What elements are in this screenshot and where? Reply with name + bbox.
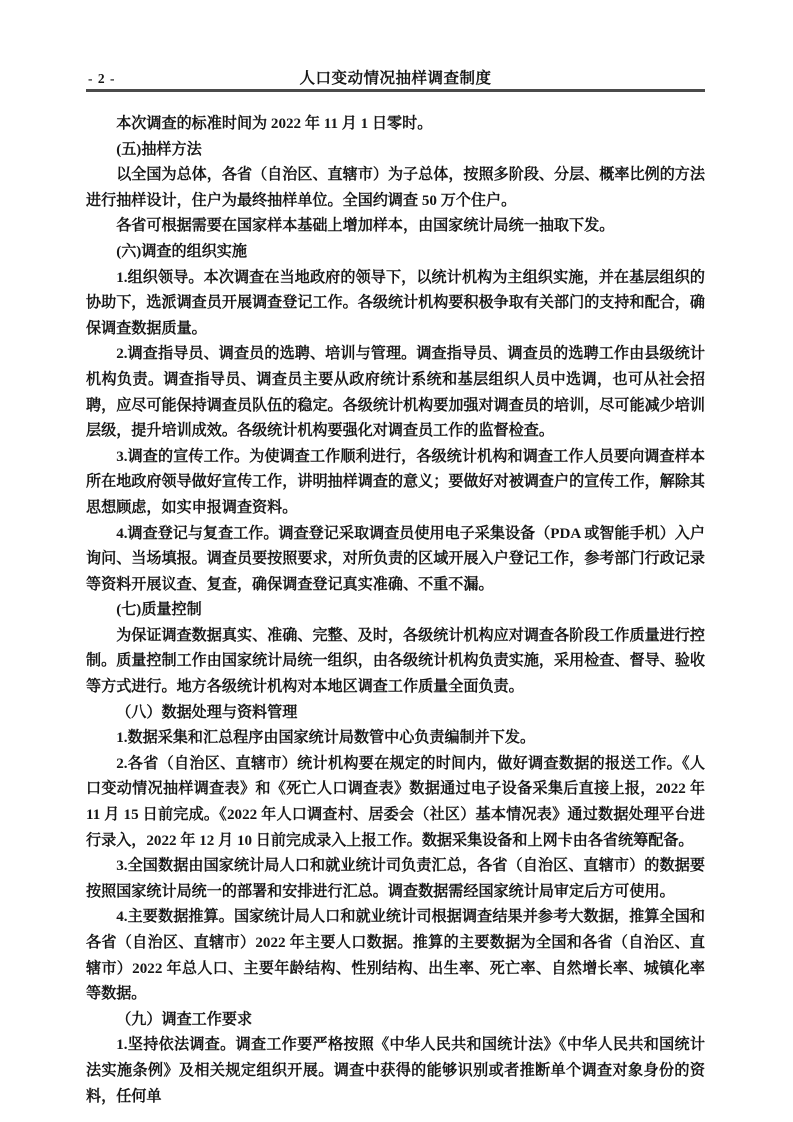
page-header: [86, 64, 705, 92]
para-item-3-national-aggregation: 3.全国数据由国家统计局人口和就业统计司负责汇总，各省（自治区、直辖市）的数据要按照国家统计局统一的部署和安排进行汇总。调查数据需经国家统计局审定后方可使用。: [86, 858, 705, 900]
heading-section-7-quality-control: (七)质量控制: [116, 602, 202, 619]
para-quality-control: 为保证调查数据真实、准确、完整、及时，各级统计机构应对调查各阶段工作质量进行控制。质量控制工作由国家统计局统一组织，由各级统计机构负责实施，采用检查、督导、验收等方式进行。地方各级统计机构对本地区调查工作质量全面负责。: [86, 627, 705, 696]
para-item-2-data-submission: 2.各省（自治区、直辖市）统计机构要在规定的时间内，做好调查数据的报送工作。《人口变动情况抽样调查表》和《死亡人口调查表》数据通过电子设备采集后直接上报，2022 年 11 月 15 日前完成。《2022 年人口调查村、居委会（社区）基本情况表》通过数据处理平台进行录入，2022 年 12 月 10 日前完成录入上报工作。数据采集设备和上网卡由各省统筹配备。: [86, 755, 705, 849]
para-item-1-leadership: 1.组织领导。本次调查在当地政府的领导下，以统计机构为主组织实施，并在基层组织的协助下，选派调查员开展调查登记工作。各级统计机构要积极争取有关部门的支持和配合，确保调查数据质量。: [86, 269, 705, 337]
heading-section-8-data-processing: （八）数据处理与资料管理: [116, 704, 298, 721]
para-sampling-design: 以全国为总体，各省（自治区、直辖市）为子总体，按照多阶段、分层、概率比例的方法进行抽样设计，住户为最终抽样单位。全国约调查 50 万个住户。: [86, 167, 705, 209]
para-provincial-samples: 各省可根据需要在国家样本基础上增加样本，由国家统计局统一抽取下发。: [116, 218, 615, 235]
heading-section-6-organization: (六)调查的组织实施: [116, 243, 247, 260]
para-item-2-recruitment-training: 2.调查指导员、调查员的选聘、培训与管理。调查指导员、调查员的选聘工作由县级统计机构负责。调查指导员、调查员主要从政府统计系统和基层组织人员中选调，也可从社会招聘，应尽可能保持调查员队伍的稳定。各级统计机构要加强对调查员的培训，尽可能减少培训层级，提升培训成效。各级统计机构要强化对调查员工作的监督检查。: [86, 346, 705, 440]
para-item-4-data-estimation: 4.主要数据推算。国家统计局人口和就业统计司根据调查结果并参考大数据，推算全国和各省（自治区、直辖市）2022 年主要人口数据。推算的主要数据为全国和各省（自治区、直辖市）2022 年总人口、主要年龄结构、性别结构、出生率、死亡率、自然增长率、城镇化率等数据。: [86, 909, 705, 1003]
heading-section-5-sampling-method: (五)抽样方法: [116, 141, 202, 158]
para-item-1-data-programs: 1.数据采集和汇总程序由国家统计局数管中心负责编制并下发。: [116, 730, 536, 747]
header-title: 人口变动情况抽样调查制度: [299, 70, 492, 87]
document-body: [86, 112, 705, 1110]
para-survey-reference-time: 本次调查的标准时间为 2022 年 11 月 1 日零时。: [116, 116, 433, 132]
para-item-4-registration-review: 4.调查登记与复查工作。调查登记采取调查员使用电子采集设备（PDA 或智能手机）入户询问、当场填报。调查员要按照要求，对所负责的区域开展入户登记工作，参考部门行政记录等资料开展议查、复查，确保调查登记真实准确、不重不漏。: [86, 525, 705, 593]
page-number: - 2 -: [88, 71, 116, 86]
para-item-3-publicity: 3.调查的宣传工作。为使调查工作顺利进行，各级统计机构和调查工作人员要向调查样本所在地政府领导做好宣传工作，讲明抽样调查的意义；要做好对被调查户的宣传工作，解除其思想顾虑，如实申报调查资料。: [86, 448, 705, 516]
heading-section-9-work-requirements: （九）调查工作要求: [116, 1011, 253, 1028]
para-item-1-lawful-survey: 1.坚持依法调查。调查工作要严格按照《中华人民共和国统计法》《中华人民共和国统计法实施条例》及相关规定组织开展。调查中获得的能够识别或者推断单个调查对象身份的资料，任何单: [86, 1037, 705, 1105]
